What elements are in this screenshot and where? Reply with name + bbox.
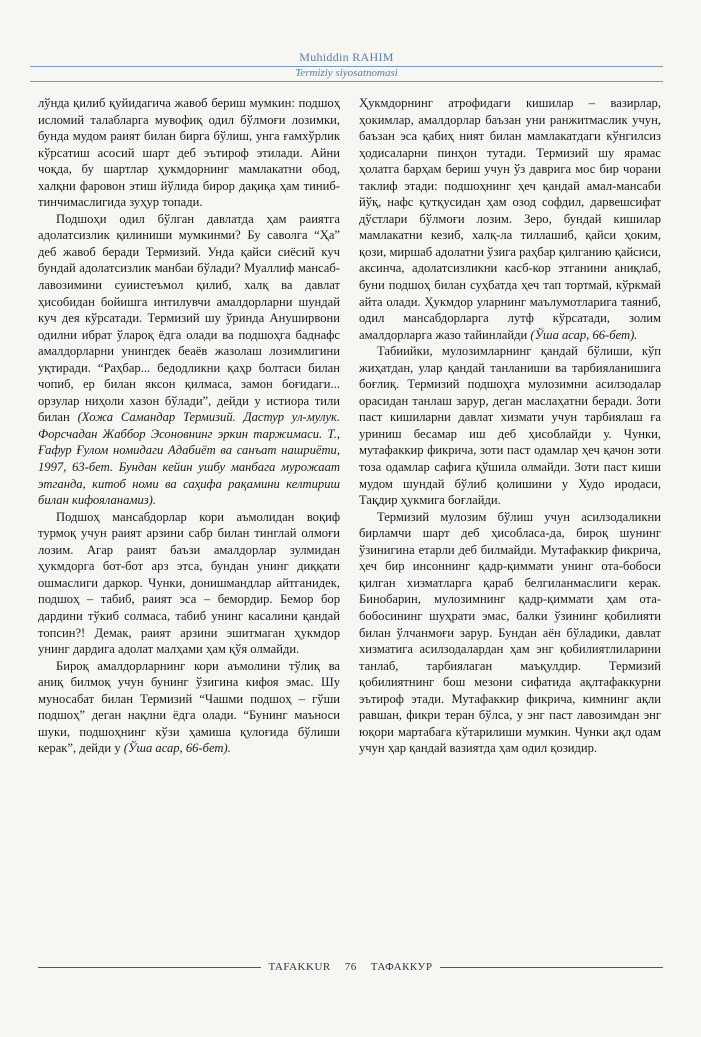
right-column [359,95,661,950]
footer-magazine-cyrillic: ТАФАККУР [370,961,433,973]
paragraph [38,509,340,658]
left-column [38,95,340,950]
page-header [30,50,663,82]
paragraph [38,211,340,509]
footer-magazine-latin: TAFAKKUR [268,961,331,973]
paragraph-text: Подшоҳи одил бўлган давлатда ҳам раиятга адолатсизлик қилиниши мумкинми? Бу саволга “Ҳа” деб жавоб беради Термизий. Унда қайси сиёсий куч бундай адолатсизлик манбаи бўлади? Муаллиф мансаб-лавозимини суиистеъмол қилиб, халқ ва давлат ҳисобидан бойишга интилувчи амалдорларни шундай куч дея кўрсатади. Термизий шу ўринда Ануширвони одилни ибрат ўлароқ ёдга олади ва подшоҳга баднафс амалдорларни унингдек беаёв жазолаш лозимлигини уқтиради. “Раҳбар... бедодликни қаҳр болтаси билан чопиб, ер билан яксон қилмаса, замон боғидаги... орзулар ниҳоли хазон бўлади”, дейди у истиора тили билан [38,211,340,425]
footer-rule-right [440,967,663,968]
citation: (Ўша асар, 66-бет). [123,741,231,756]
citation: (Хожа Самандар Термизий. Дастур ул-мулук. Форсчадан Жаббор Эсоновнинг эркин таржимаси. Т., Ғафур Ғулом номидаги Адабиёт ва санъат нашриёти, 1997, 63-бет. Бундан кейин ушбу манбага мурожаат этганда, китоб номи ва саҳифа рақамини келтириш билан кифояланамиз). [38,410,340,508]
author-name: Muhiddin RAHIM [299,50,394,64]
paragraph [359,343,661,508]
article-title: Termiziy siyosatnomasi [295,67,398,79]
paragraph-text: Ҳукмдорнинг атрофидаги кишилар – вазирлар, ҳокимлар, амалдорлар баъзан уни ранжитмаслик учун, баъзан эса қабиҳ ният билан мамлакатдаги кўнгилсиз ҳодисаларни пинҳон тутади. Термизий шу ярамас ҳолатга барҳам бериш учун ўз даврига мос бир чорани таклиф этади: подшоҳнинг ҳеч қандай амал-мансаби йўқ, нафс қутқусидан ҳам озод софдил, дарвешсифат дўстлари бўлмоғи лозим. Зеро, бундай кишилар мамлакатни кезиб, халқ-ла тиллашиб, қайси ҳоким, қози, миршаб адолатни ўзига раҳбар қилганию қайсиси, аксинча, адолатсизликни касб-кор этганини аниқлаб, буни подшоҳ билан суҳбатда ҳеч тап тортмай, кўркмай айта олади. Ҳукмдор уларнинг маълумотларига таяниб, одил мансабдорларга лутф кўрсатади, золим амалдорларга жазо тайинлайди [359,96,661,342]
citation: (Ўша асар, 66-бет). [530,327,638,342]
paragraph-text: Бироқ амалдорларнинг кори аъмолини тўлиқ ва аниқ билмоқ учун бунинг ўзигина кифоя эмас. Шу муносабат билан Термизий “Чашми подшоҳ – гўши подшоҳ” деган нақлни ёдга олади. “Бунинг маъноси шуки, подшоҳнинг кўзи ҳамиша қулоғида бўлиши керак”, дейди у [38,658,340,756]
footer-rule-left [38,967,261,968]
paragraph [359,509,661,757]
paragraph [359,95,661,343]
paragraph-text: Подшоҳ мансабдорлар кори аъмолидан воқиф турмоқ учун раият арзини сабр билан тинглай олмоғи лозим. Агар раият баъзи амалдорлар зулмидан ҳукмдорга бот-бот арз этса, бундан унинг диққати ошмаслиги даркор. Чунки, донишмандлар айтганидек, подшоҳ – табиб, раият эса – бемордир. Бемор бор дардини тўкиб солмаса, табиб унинг касалини қандай топсин?! Демак, раият арзини эшитмаган ҳукмдор унинг дардига адолат малҳами ҳам қўя олмайди. [38,509,340,657]
paragraph [38,658,340,757]
paragraph-text: Табиийки, мулозимларнинг қандай бўлиши, кўп жиҳатдан, улар қандай танланиши ва тарбияланишига боғлиқ. Термизий подшоҳга мулозимни асилзодалар орасидан танлаш зарур, деган маслаҳатни беради. Зоти паст кишиларни давлат хизмати учун тарбиялаш ға уриниш бесамар иш деб ҳисоблайди у. Чунки, мутафаккир фикрича, зоти паст одамлар ҳеч қачон зоти тоза одамлар сафига қўшила олмайди. Зоти паст киши мудом шундай бўлиб қолишини у Худо иродаси, Тақдир ҳукмига боғлайди. [359,344,661,508]
page-number: 76 [344,961,357,973]
paragraph [38,95,340,211]
header-rule-bottom [30,81,663,82]
page-footer [38,961,663,973]
paragraph-text: Термизий мулозим бўлиш учун асилзодаликни бирламчи шарт деб ҳисобласа-да, бироқ шунинг ўзинигина етарли деб билмайди. Мутафаккир фикрича, ҳеч бир инсоннинг қадр-қиммати унинг ота-бобоси қилган хизматларга қараб белгиланмаслиги керак. Бинобарин, мулозимнинг қадр-қиммати ҳам ота-бобосининг шуҳрати эмас, балки ўзининг қобилияти билан ўлчанмоғи зарур. Бундан аён бўладики, давлат хизматига асилзодалардан ҳам энг қобилиятлиларини танлаб, тарбиялаган маъқулдир. Термизий қобилиятнинг бош мезони сифатида ақлтафаккурни эътироф этади. Мутафаккир фикрича, кимнинг ақли равшан, фикри теран бўлса, у энг паст лавозимдан энг юқори мартабага кўтарилиши мумкин. Чунки ақл одам учун ҳар қандай вазиятда ҳам одил қозидир. [359,509,661,756]
paragraph-text: лўнда қилиб қуйидагича жавоб бериш мумкин: подшоҳ исломий талабларга мувофиқ одил бўлмоғи лозимки, бунда мудом раият билан бирга бўлиш, унга ғамхўрлик кўрсатиш асосий шарт деб эътироф этилади. Айни чоқда, бу шартлар ҳукмдорнинг мамлакатни обод, халқни фаровон этиш йўлида бирор дақиқа ҳам тиниб-тинчимаслигида зуҳур топади. [38,96,340,210]
article-body [38,95,661,950]
